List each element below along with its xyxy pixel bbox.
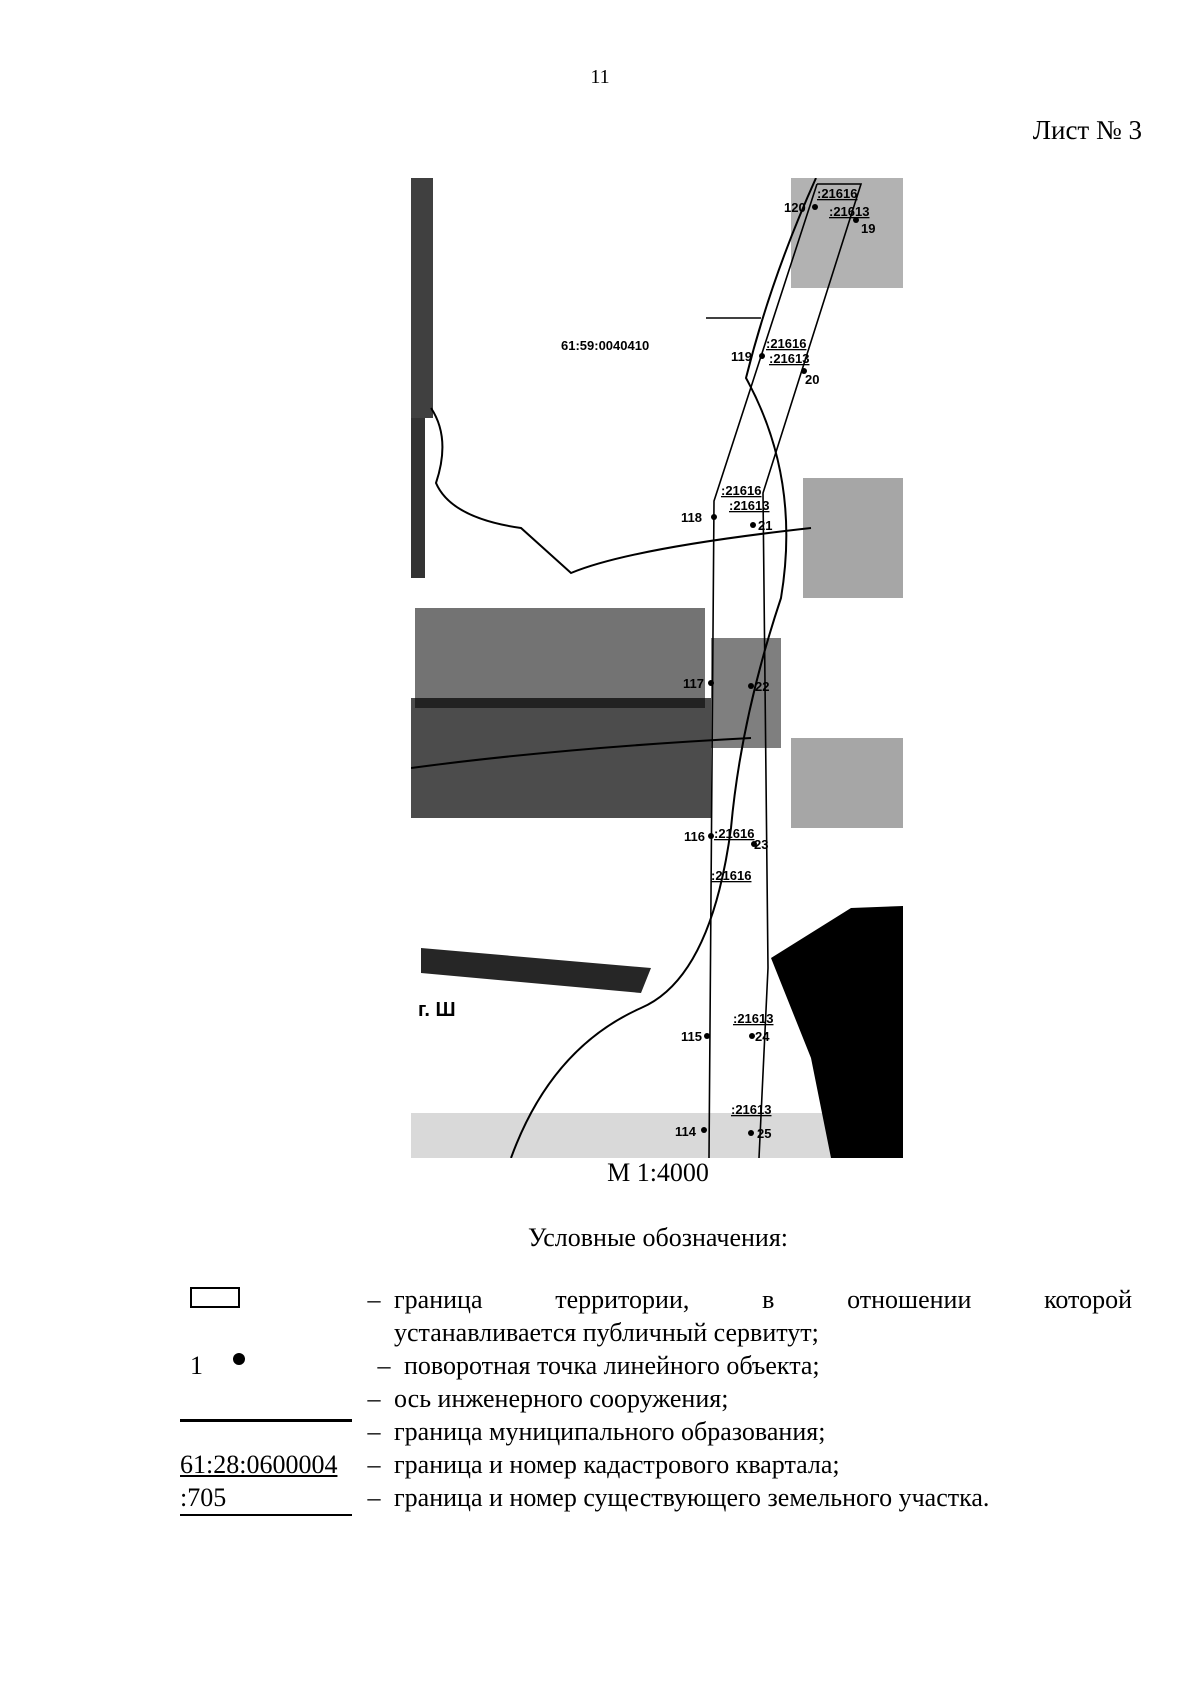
legend-row-axis xyxy=(180,1382,1132,1415)
legend-dash: – xyxy=(367,1384,381,1413)
legend-dash: – xyxy=(377,1351,391,1380)
legend xyxy=(180,1283,1132,1516)
legend-title: Условные обозначения: xyxy=(527,1223,789,1252)
parcel-label: :21613 xyxy=(731,1102,772,1117)
town-label: г. Ш xyxy=(418,999,456,1021)
point-label-119: 119 xyxy=(731,349,752,364)
legend-dash: – xyxy=(367,1483,381,1512)
legend-dash: – xyxy=(367,1285,381,1314)
turning-point-dot-icon xyxy=(233,1353,245,1365)
parcel-label: :21616 xyxy=(817,186,858,201)
legend-row-turning-point xyxy=(180,1349,1132,1382)
map-texture xyxy=(411,178,903,1158)
sheet-label: Лист № 3 xyxy=(1032,115,1142,145)
point-label-117: 117 xyxy=(683,676,704,691)
legend-text: граница и номер существующего земельного участка. xyxy=(394,1483,990,1512)
point-label-19: 19 xyxy=(861,221,876,236)
parcel-label: :21616 xyxy=(711,868,752,883)
parcel-label: :21613 xyxy=(733,1011,774,1026)
point-label-115: 115 xyxy=(681,1029,702,1044)
legend-text: устанавливается публичный сервитут; xyxy=(394,1318,819,1347)
legend-text: граница муниципального образования; xyxy=(394,1417,826,1446)
parcel-label: :21613 xyxy=(729,498,770,513)
parcel-label: :21613 xyxy=(769,351,810,366)
point-label-24: 24 xyxy=(755,1029,770,1044)
land-parcel-symbol: :705 xyxy=(180,1481,352,1516)
legend-text: поворотная точка линейного объекта; xyxy=(404,1351,820,1380)
map-scale: М 1:4000 xyxy=(607,1158,709,1187)
legend-text: граница и номер кадастрового квартала; xyxy=(394,1450,840,1479)
legend-dash: – xyxy=(367,1450,381,1479)
parcel-label: :21616 xyxy=(714,826,755,841)
parcel-label: :21616 xyxy=(721,483,762,498)
legend-dash: – xyxy=(367,1417,381,1446)
point-label-21: 21 xyxy=(758,518,773,533)
legend-row-cadastral-quarter xyxy=(180,1448,1132,1481)
point-label-22: 22 xyxy=(755,679,770,694)
point-label-23: 23 xyxy=(754,837,769,852)
legend-text: ось инженерного сооружения; xyxy=(394,1384,729,1413)
point-label-25: 25 xyxy=(757,1126,772,1141)
turning-point-number: 1 xyxy=(190,1351,203,1380)
parcel-label: :21613 xyxy=(829,204,870,219)
quarter-label: 61:59:0040410 xyxy=(561,338,650,353)
map-svg xyxy=(411,178,903,1158)
legend-row-municipal xyxy=(180,1415,1132,1448)
point-label-118: 118 xyxy=(681,510,702,525)
parcel-label: :21616 xyxy=(766,336,807,351)
point-label-120: 120 xyxy=(784,200,806,215)
legend-row-land-parcel xyxy=(180,1481,1132,1516)
page-number: 11 xyxy=(590,66,610,88)
servitude-rect-symbol xyxy=(190,1287,240,1308)
cadastral-map xyxy=(411,178,903,1158)
point-label-20: 20 xyxy=(805,372,820,387)
point-label-114: 114 xyxy=(675,1124,696,1139)
legend-text: граница территории, в отношении которой xyxy=(394,1285,1132,1314)
cadastral-quarter-symbol: 61:28:0600004 xyxy=(180,1450,338,1479)
point-label-116: 116 xyxy=(684,829,705,844)
municipal-line-symbol xyxy=(180,1419,352,1422)
legend-row-servitude xyxy=(180,1283,1132,1349)
